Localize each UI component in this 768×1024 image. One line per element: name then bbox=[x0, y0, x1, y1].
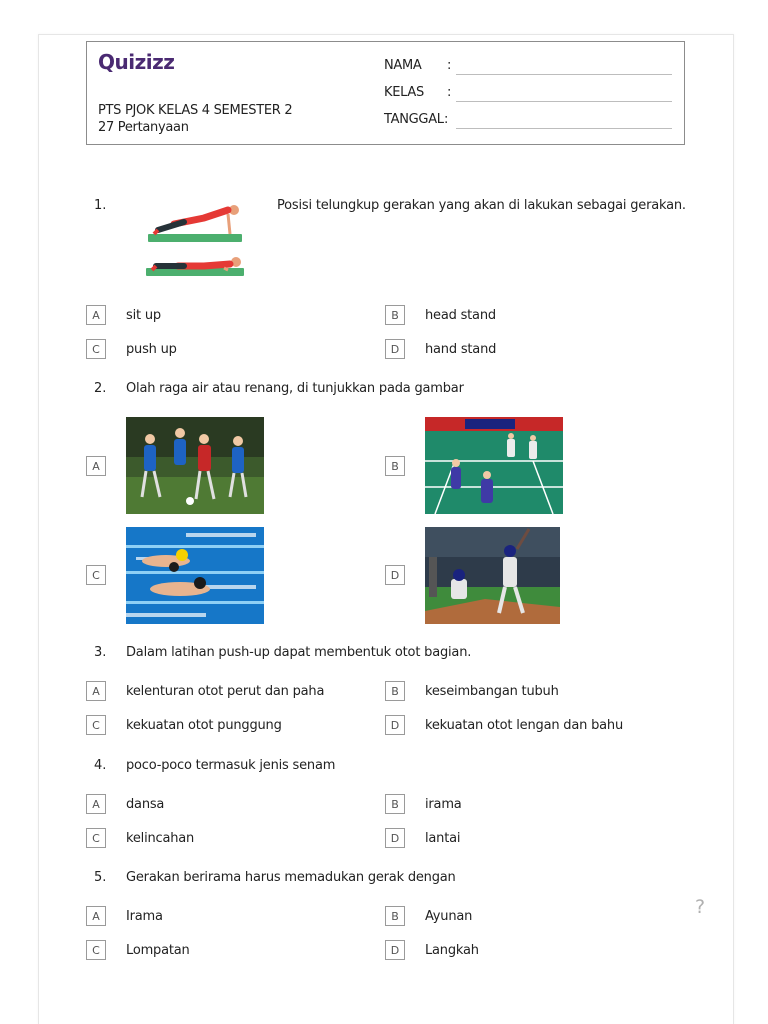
q5-option-c-text: Lompatan bbox=[126, 943, 190, 958]
q5-option-b-box[interactable]: B bbox=[385, 906, 405, 926]
q3-option-a-text: kelenturan otot perut dan paha bbox=[126, 684, 325, 699]
q5-option-d-text: Langkah bbox=[425, 943, 479, 958]
name-line[interactable] bbox=[456, 74, 672, 75]
name-field bbox=[384, 58, 452, 73]
q5-option-a-text: Irama bbox=[126, 909, 163, 924]
q4-option-b-text: irama bbox=[425, 797, 462, 812]
q1-option-b-text: head stand bbox=[425, 308, 496, 323]
name-label: NAMA bbox=[384, 58, 422, 73]
q3-option-b-text: keseimbangan tubuh bbox=[425, 684, 559, 699]
q1-option-b-box[interactable]: B bbox=[385, 305, 405, 325]
question-5-text: Gerakan berirama harus memadukan gerak dengan bbox=[126, 870, 456, 885]
q4-option-d-text: lantai bbox=[425, 831, 461, 846]
q5-option-b-text: Ayunan bbox=[425, 909, 473, 924]
question-mark-icon[interactable]: ? bbox=[695, 896, 706, 918]
q3-option-c-box[interactable]: C bbox=[86, 715, 106, 735]
q1-option-c-text: push up bbox=[126, 342, 177, 357]
push-up-illustration bbox=[144, 196, 246, 280]
badminton-photo bbox=[425, 417, 563, 514]
date-colon: : bbox=[444, 112, 449, 127]
q2-option-c-box[interactable]: C bbox=[86, 565, 106, 585]
q1-option-a-box[interactable]: A bbox=[86, 305, 106, 325]
q5-option-d-box[interactable]: D bbox=[385, 940, 405, 960]
soccer-photo bbox=[126, 417, 264, 514]
q3-option-c-text: kekuatan otot punggung bbox=[126, 718, 282, 733]
q3-option-a-box[interactable]: A bbox=[86, 681, 106, 701]
q2-option-a-box[interactable]: A bbox=[86, 456, 106, 476]
name-colon: : bbox=[447, 58, 452, 73]
q4-option-c-text: kelincahan bbox=[126, 831, 195, 846]
question-1-number: 1. bbox=[94, 198, 107, 213]
quizizz-logo: Quizizz bbox=[98, 50, 175, 74]
question-2-number: 2. bbox=[94, 381, 107, 396]
q4-option-a-box[interactable]: A bbox=[86, 794, 106, 814]
q3-option-d-text: kekuatan otot lengan dan bahu bbox=[425, 718, 623, 733]
date-line[interactable] bbox=[456, 128, 672, 129]
question-5-number: 5. bbox=[94, 870, 107, 885]
q3-option-d-box[interactable]: D bbox=[385, 715, 405, 735]
q3-option-b-box[interactable]: B bbox=[385, 681, 405, 701]
date-field bbox=[384, 112, 449, 127]
q4-option-d-box[interactable]: D bbox=[385, 828, 405, 848]
q4-option-b-box[interactable]: B bbox=[385, 794, 405, 814]
question-count: 27 Pertanyaan bbox=[98, 120, 189, 135]
q1-option-c-box[interactable]: C bbox=[86, 339, 106, 359]
question-4-text: poco-poco termasuk jenis senam bbox=[126, 758, 336, 773]
question-3-text: Dalam latihan push-up dapat membentuk otot bagian. bbox=[126, 645, 472, 660]
q5-option-c-box[interactable]: C bbox=[86, 940, 106, 960]
baseball-photo bbox=[425, 527, 560, 624]
class-line[interactable] bbox=[456, 101, 672, 102]
swimming-photo bbox=[126, 527, 264, 624]
q2-option-b-box[interactable]: B bbox=[385, 456, 405, 476]
question-2-text: Olah raga air atau renang, di tunjukkan pada gambar bbox=[126, 381, 464, 396]
q4-option-c-box[interactable]: C bbox=[86, 828, 106, 848]
date-label: TANGGAL bbox=[384, 112, 444, 127]
worksheet-header bbox=[86, 41, 685, 145]
q1-option-d-box[interactable]: D bbox=[385, 339, 405, 359]
q1-option-a-text: sit up bbox=[126, 308, 161, 323]
q2-option-d-box[interactable]: D bbox=[385, 565, 405, 585]
question-4-number: 4. bbox=[94, 758, 107, 773]
quiz-title: PTS PJOK KELAS 4 SEMESTER 2 bbox=[98, 103, 293, 118]
question-3-number: 3. bbox=[94, 645, 107, 660]
class-field bbox=[384, 85, 452, 100]
q1-option-d-text: hand stand bbox=[425, 342, 497, 357]
q5-option-a-box[interactable]: A bbox=[86, 906, 106, 926]
class-label: KELAS bbox=[384, 85, 424, 100]
q4-option-a-text: dansa bbox=[126, 797, 165, 812]
class-colon: : bbox=[447, 85, 452, 100]
question-1-text: Posisi telungkup gerakan yang akan di lakukan sebagai gerakan. bbox=[277, 198, 686, 213]
